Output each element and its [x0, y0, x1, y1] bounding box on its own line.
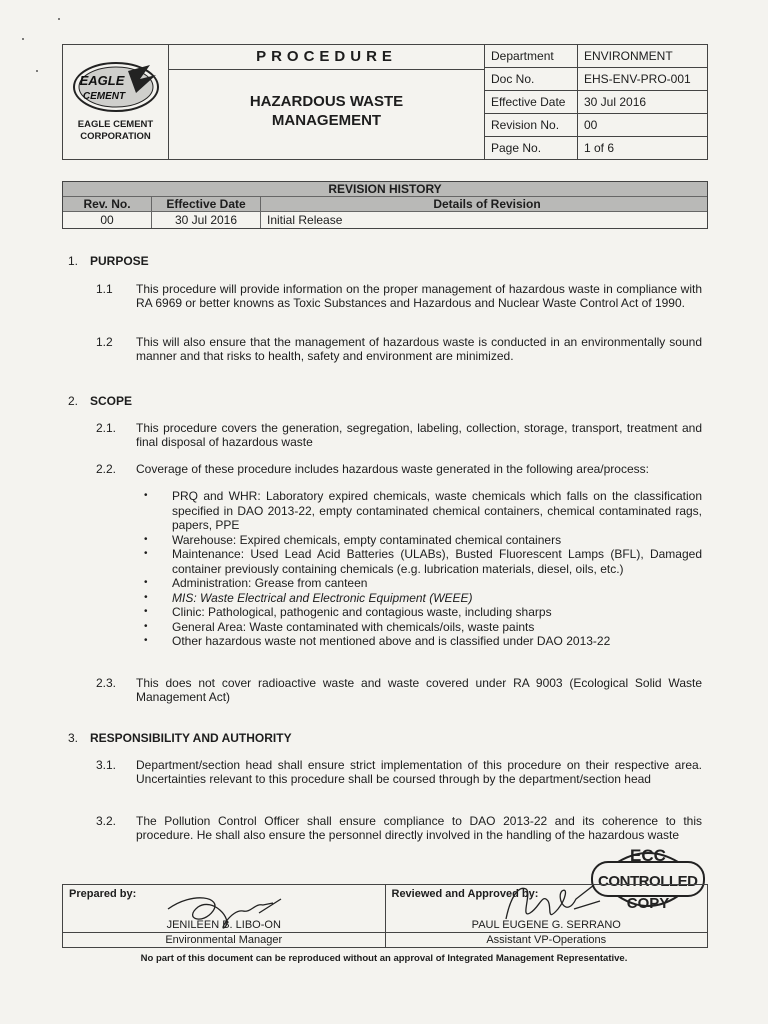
paragraph-1-2: 1.2 This will also ensure that the management of hazardous waste is conducted in an environmentally sound manner and that risks to health, safety and environment are minimized.	[96, 335, 702, 363]
procedure-label: PROCEDURE	[169, 45, 484, 70]
logo-text: CEMENT	[82, 91, 125, 102]
scan-speck	[22, 38, 24, 40]
reviewed-by-cell: Reviewed and Approved by: PAUL EUGENE G. SERRANO Assistant VP-Operations	[386, 885, 708, 947]
info-row-effective-date: Effective Date 30 Jul 2016	[485, 91, 707, 114]
reviewer-name: PAUL EUGENE G. SERRANO	[471, 919, 621, 931]
revision-history-table	[62, 181, 708, 229]
document-header	[62, 44, 708, 160]
divider	[386, 932, 708, 933]
revision-history-title: REVISION HISTORY	[63, 182, 707, 197]
company-name: EAGLE CEMENT CORPORATION	[77, 119, 154, 142]
scan-speck	[36, 70, 38, 72]
info-row-department: Department ENVIRONMENT	[485, 45, 707, 68]
list-item: • General Area: Waste contaminated with chemicals/oils, waste paints	[142, 620, 702, 635]
paragraph-1-1: 1.1 This procedure will provide information on the proper management of hazardous waste in compliance with RA 6969 or better knowns as Toxic Substances and Hazardous and Nuclear Waste Control Act of 1990.	[96, 282, 702, 310]
paragraph-3-1: 3.1. Department/section head shall ensure strict implementation of this procedure on their respective area. Uncertainties relevant to this procedure shall be coursed through by the department/section head	[96, 758, 702, 786]
stamp-text: COPY	[626, 895, 670, 912]
list-item: • PRQ and WHR: Laboratory expired chemicals, waste chemicals which falls on the classification specified in DAO 2013-22, empty contaminated chemical containers, chemical contaminated rags, papers, PPE	[142, 489, 702, 533]
prepared-by-cell: Prepared by: JENILEEN B. LIBO-ON Environmental Manager	[63, 885, 386, 947]
eagle-cement-logo-icon	[70, 59, 162, 115]
list-item: • MIS: Waste Electrical and Electronic Equipment (WEEE)	[142, 591, 702, 606]
signature-table	[62, 884, 708, 948]
section-heading-responsibility: 3. RESPONSIBILITY AND AUTHORITY	[68, 731, 292, 745]
info-row-page-no: Page No. 1 of 6	[485, 137, 707, 159]
info-row-revision-no: Revision No. 00	[485, 114, 707, 137]
info-row-doc-no: Doc No. EHS-ENV-PRO-001	[485, 68, 707, 91]
logo-text: EAGLE	[79, 73, 124, 88]
document-title: HAZARDOUS WASTE MANAGEMENT	[249, 92, 404, 129]
scan-speck	[58, 18, 60, 20]
paragraph-2-2: 2.2. Coverage of these procedure includes hazardous waste generated in the following area/process:	[96, 462, 649, 476]
document-info-table	[485, 45, 707, 159]
section-heading-scope: 2. SCOPE	[68, 394, 133, 408]
divider	[63, 932, 385, 933]
paragraph-2-3: 2.3. This does not cover radioactive waste and waste covered under RA 9003 (Ecological Solid Waste Management Act)	[96, 676, 702, 704]
list-item: • Warehouse: Expired chemicals, empty contaminated chemical containers	[142, 533, 702, 548]
table-row: 00 30 Jul 2016 Initial Release	[63, 212, 707, 228]
list-item: • Maintenance: Used Lead Acid Batteries (ULABs), Busted Fluorescent Lamps (BFL), Damaged container previously containing chemicals (e.g. lubrication materials, diesel, oils, etc.)	[142, 547, 702, 576]
revision-history-header: Rev. No. Effective Date Details of Revision	[63, 197, 707, 212]
reproduction-disclaimer: No part of this document can be reproduced without an approval of Integrated Management Representative.	[140, 953, 628, 964]
company-logo-cell	[63, 45, 169, 159]
stamp-text: ECC	[630, 846, 666, 865]
paragraph-3-2: 3.2. The Pollution Control Officer shall ensure compliance to DAO 2013-22 and its coherence to this procedure. He shall also ensure the personnel directly involved in the handling of the hazardous waste	[96, 814, 702, 842]
paragraph-2-1: 2.1. This procedure covers the generation, segregation, labeling, collection, storage, transport, treatment and final disposal of hazardous waste	[96, 421, 702, 449]
coverage-bullet-list	[142, 489, 702, 649]
list-item: • Clinic: Pathological, pathogenic and contagious waste, including sharps	[142, 605, 702, 620]
list-item: • Administration: Grease from canteen	[142, 576, 702, 591]
list-item: • Other hazardous waste not mentioned above and is classified under DAO 2013-22	[142, 634, 702, 649]
reviewer-role: Assistant VP-Operations	[486, 934, 607, 946]
preparer-name: JENILEEN B. LIBO-ON	[166, 919, 281, 931]
document-title-cell	[169, 45, 485, 159]
stamp-text: CONTROLLED	[598, 873, 698, 890]
section-heading-purpose: 1. PURPOSE	[68, 254, 149, 268]
preparer-role: Environmental Manager	[165, 934, 283, 946]
